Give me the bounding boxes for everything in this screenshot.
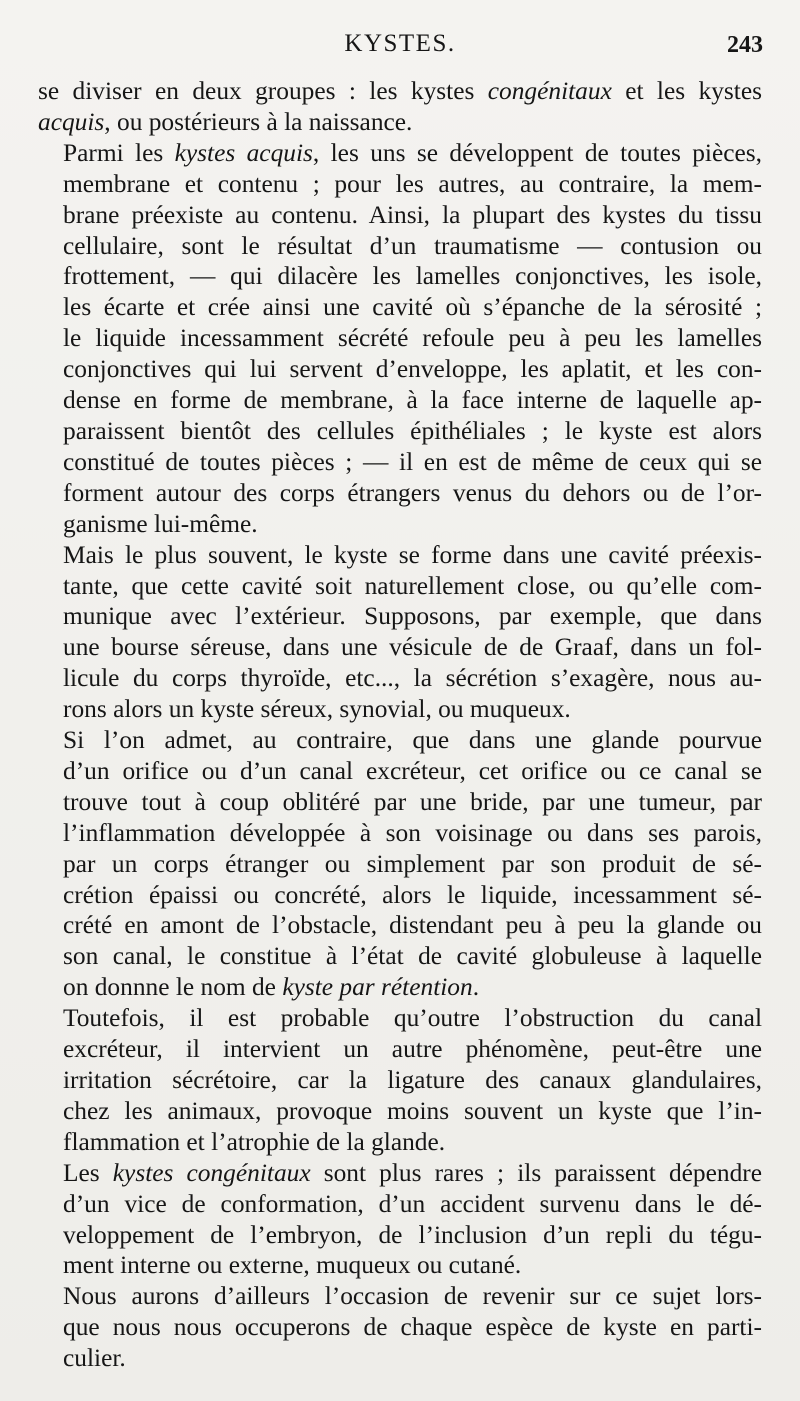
text-line: constitué de toutes pièces ; — il en est de même de ceux qui se bbox=[63, 447, 762, 476]
text-line: ment interne ou externe, muqueux ou cutané. bbox=[63, 1251, 522, 1280]
text-line: trouve tout à coup oblitéré par une bride, par une tumeur, par bbox=[63, 787, 762, 816]
text-line: crétion épaissi ou concrété, alors le liquide, incessamment sé- bbox=[63, 880, 762, 909]
text-line: brane préexiste au contenu. Ainsi, la plupart des kystes du tissu bbox=[63, 200, 762, 229]
text-line: Mais le plus souvent, le kyste se forme dans une cavité préexis- bbox=[63, 540, 762, 569]
text-line: veloppement de l’embryon, de l’inclusion d’un repli du tégu- bbox=[63, 1220, 762, 1249]
text-line: frottement, — qui dilacère les lamelles conjonctives, les isole, bbox=[63, 262, 762, 291]
text-line: dense en forme de membrane, à la face interne de laquelle ap- bbox=[63, 386, 762, 415]
text-line: cellulaire, sont le résultat d’un traumatisme — contusion ou bbox=[63, 231, 762, 260]
running-head bbox=[0, 30, 800, 64]
text-line: chez les animaux, provoque moins souvent un kyste que l’in- bbox=[63, 1096, 762, 1125]
text-line: l’inflammation développée à son voisinage ou dans ses parois, bbox=[63, 818, 762, 847]
text-line: on donnne le nom de kyste par rétention. bbox=[63, 973, 480, 1002]
text-line: Parmi les kystes acquis, les uns se développent de toutes pièces, bbox=[63, 138, 762, 167]
text-line: licule du corps thyroïde, etc..., la sécrétion s’exagère, nous au- bbox=[63, 664, 762, 693]
text-line: d’un orifice ou d’un canal excréteur, cet orifice ou ce canal se bbox=[63, 756, 762, 785]
text-line: irritation sécrétoire, car la ligature des canaux glandulaires, bbox=[63, 1066, 762, 1094]
text-line: crété en amont de l’obstacle, distendant peu à peu la glande ou bbox=[63, 911, 762, 940]
paragraph-3 bbox=[38, 540, 762, 725]
paragraph-5 bbox=[38, 1003, 762, 1158]
italic-term: congénitaux bbox=[487, 77, 612, 105]
page-title: KYSTES. bbox=[344, 30, 456, 57]
text-line: une bourse séreuse, dans une vésicule de de Graaf, dans un fol- bbox=[63, 633, 762, 662]
text-line: d’un vice de conformation, d’un accident survenu dans le dé- bbox=[63, 1189, 762, 1218]
text-line: acquis, ou postérieurs à la naissance. bbox=[38, 107, 413, 136]
text-line: que nous nous occuperons de chaque espèce de kyste en parti- bbox=[63, 1313, 762, 1342]
italic-term: acquis bbox=[38, 107, 105, 136]
text-line: les écarte et crée ainsi une cavité où s’épanche de la sérosité ; bbox=[63, 293, 762, 322]
text-line: Toutefois, il est probable qu’outre l’obstruction du canal bbox=[63, 1004, 762, 1033]
text-line: le liquide incessamment sécrété refoule peu à peu les lamelles bbox=[63, 324, 762, 353]
text-line: Nous aurons d’ailleurs l’occasion de revenir sur ce sujet lors- bbox=[63, 1282, 762, 1311]
text-line: tante, que cette cavité soit naturellement close, ou qu’elle com- bbox=[63, 571, 762, 600]
text-line: excréteur, il intervient un autre phénomène, peut-être une bbox=[63, 1035, 762, 1064]
text-line: se diviser en deux groupes : les kystes congénitaux et les kystes bbox=[38, 77, 762, 105]
text-line: flammation et l’atrophie de la glande. bbox=[63, 1127, 446, 1156]
text-line: forment autour des corps étrangers venus du dehors ou de l’or- bbox=[63, 478, 762, 507]
text-line: culier. bbox=[63, 1344, 126, 1373]
text-line: membrane et contenu ; pour les autres, au contraire, la mem- bbox=[63, 169, 762, 198]
body-text bbox=[38, 76, 762, 1374]
text-line: Si l’on admet, au contraire, que dans une glande pourvue bbox=[63, 726, 762, 755]
paragraph-2 bbox=[38, 138, 762, 540]
text-line: munique avec l’extérieur. Supposons, par exemple, que dans bbox=[63, 602, 762, 631]
text-line: Les kystes congénitaux sont plus rares ; ils paraissent dépendre bbox=[63, 1158, 762, 1187]
italic-term: kystes acquis bbox=[174, 138, 313, 167]
paragraph-1 bbox=[38, 76, 762, 138]
text-line: conjonctives qui lui servent d’enveloppe, les aplatit, et les con- bbox=[63, 355, 762, 384]
text-line: rons alors un kyste séreux, synovial, ou muqueux. bbox=[63, 695, 571, 724]
paragraph-4 bbox=[38, 725, 762, 1003]
text-line: ganisme lui-même. bbox=[63, 509, 258, 538]
paragraph-7 bbox=[38, 1281, 762, 1374]
text-line: par un corps étranger ou simplement par son produit de sé- bbox=[63, 849, 762, 878]
italic-term: kyste par rétention bbox=[282, 973, 473, 1002]
text-line: son canal, le constitue à l’état de cavité globuleuse à laquelle bbox=[63, 942, 762, 971]
text-line: paraissent bientôt des cellules épithéliales ; le kyste est alors bbox=[63, 416, 762, 445]
page-number: 243 bbox=[727, 32, 763, 58]
italic-term: kystes congénitaux bbox=[112, 1158, 311, 1187]
paragraph-6 bbox=[38, 1158, 762, 1282]
